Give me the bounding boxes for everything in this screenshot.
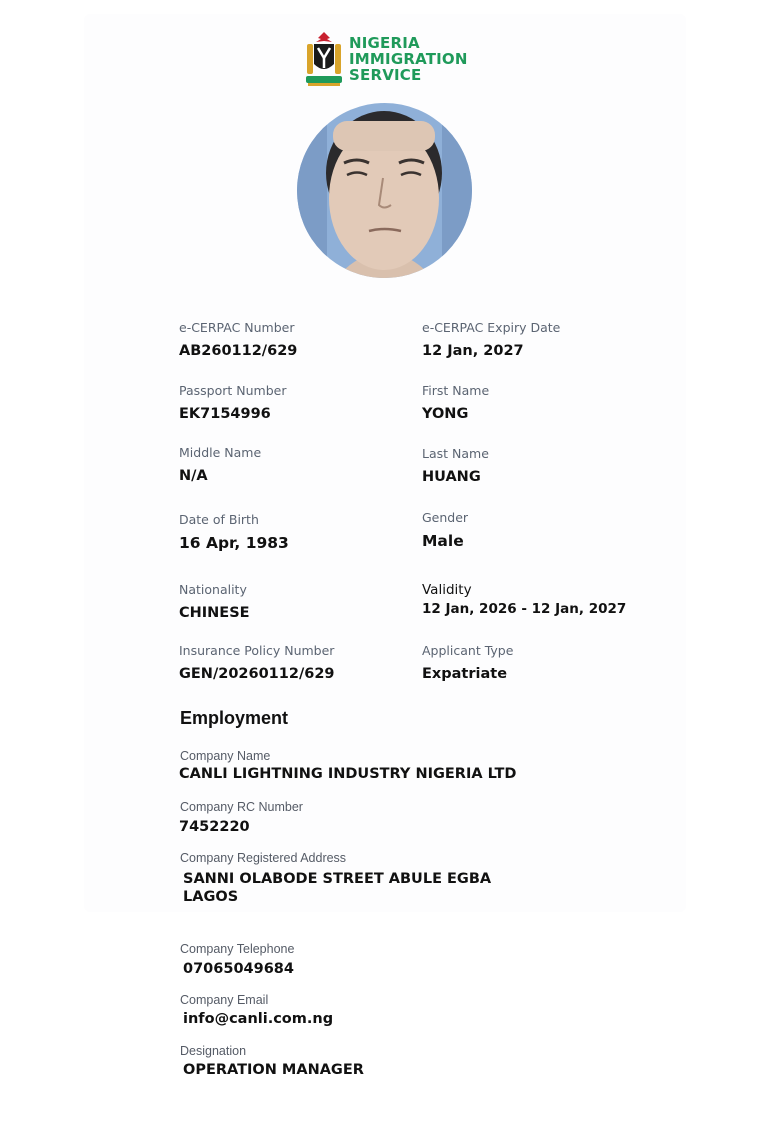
- last-name-field: [422, 446, 489, 486]
- passport-number-label: Passport Number: [179, 383, 287, 398]
- company-rc-field: [180, 800, 303, 815]
- applicant-type-value: Expatriate: [422, 666, 508, 682]
- company-telephone-field: [180, 942, 294, 957]
- cerpac-number-field: [179, 320, 297, 360]
- logo-line-3: SERVICE: [349, 66, 422, 84]
- employment-heading: Employment: [180, 708, 289, 728]
- company-telephone-value-wrap: [183, 960, 294, 978]
- first-name-label: First Name: [422, 383, 490, 398]
- passport-number-value: EK7154996: [179, 406, 271, 422]
- middle-name-value: N/A: [179, 468, 208, 484]
- company-address-field: [180, 851, 346, 866]
- nis-logo-text: [349, 35, 468, 83]
- company-name-value: CANLI LIGHTNING INDUSTRY NIGERIA LTD: [179, 766, 517, 782]
- nationality-label: Nationality: [179, 582, 247, 597]
- logo-line-1: NIGERIA: [349, 34, 420, 52]
- date-of-birth-field: [179, 512, 289, 552]
- nis-logo: [304, 30, 474, 90]
- first-name-value: YONG: [422, 406, 469, 422]
- cerpac-expiry-field: [422, 320, 560, 360]
- gender-field: [422, 510, 468, 550]
- company-name-value-wrap: [179, 765, 516, 783]
- company-email-field: [180, 993, 268, 1008]
- passport-number-field: [179, 383, 286, 423]
- last-name-value: HUANG: [422, 469, 481, 485]
- company-rc-label: Company RC Number: [180, 800, 303, 814]
- coat-of-arms-icon: [304, 30, 344, 88]
- cerpac-number-value: AB260112/629: [179, 343, 298, 359]
- date-of-birth-label: Date of Birth: [179, 512, 259, 527]
- nationality-field: [179, 582, 250, 622]
- designation-label: Designation: [180, 1044, 247, 1058]
- company-name-field: [180, 749, 270, 764]
- gender-label: Gender: [422, 510, 469, 525]
- gender-value: Male: [422, 532, 464, 550]
- company-telephone-value: 07065049684: [183, 961, 294, 977]
- nationality-value: CHINESE: [179, 605, 250, 621]
- designation-value: OPERATION MANAGER: [183, 1062, 364, 1078]
- first-name-field: [422, 383, 489, 423]
- applicant-type-label: Applicant Type: [422, 643, 514, 658]
- company-telephone-label: Company Telephone: [180, 942, 295, 956]
- insurance-policy-value: GEN/20260112/629: [179, 666, 335, 682]
- last-name-label: Last Name: [422, 446, 489, 461]
- cerpac-number-label: e-CERPAC Number: [179, 320, 295, 335]
- profile-photo: [297, 103, 472, 278]
- company-name-label: Company Name: [180, 749, 271, 763]
- date-of-birth-value: 16 Apr, 1983: [179, 534, 289, 552]
- validity-value: 12 Jan, 2026 - 12 Jan, 2027: [422, 601, 627, 617]
- company-email-value: info@canli.com.ng: [183, 1011, 334, 1027]
- company-email-label: Company Email: [180, 993, 269, 1007]
- logo-line-2: IMMIGRATION: [349, 50, 468, 68]
- company-email-value-wrap: [183, 1010, 333, 1028]
- company-address-line1: SANNI OLABODE STREET ABULE EGBA: [183, 871, 492, 887]
- validity-field: [422, 582, 626, 618]
- company-address-label: Company Registered Address: [180, 851, 347, 865]
- designation-field: [180, 1044, 246, 1059]
- middle-name-field: [179, 445, 261, 485]
- designation-value-wrap: [183, 1061, 364, 1079]
- insurance-policy-field: [179, 643, 335, 683]
- company-address-line2: LAGOS: [183, 889, 239, 905]
- applicant-type-field: [422, 643, 513, 683]
- company-address-value: [183, 870, 491, 906]
- company-rc-value: 7452220: [179, 819, 250, 835]
- validity-label: Validity: [422, 582, 472, 598]
- cerpac-expiry-label: e-CERPAC Expiry Date: [422, 320, 561, 335]
- middle-name-label: Middle Name: [179, 445, 262, 460]
- cerpac-expiry-value: 12 Jan, 2027: [422, 343, 524, 359]
- company-rc-value-wrap: [179, 818, 250, 836]
- insurance-policy-label: Insurance Policy Number: [179, 643, 335, 658]
